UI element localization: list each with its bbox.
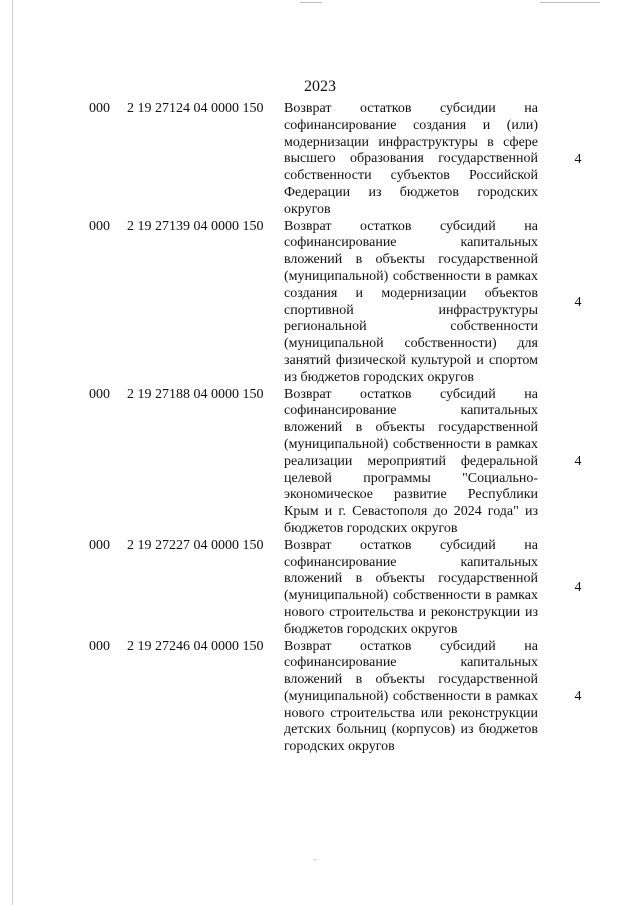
amount-value: 4 xyxy=(574,580,582,596)
budget-classification-code: 2 19 27227 04 0000 150 xyxy=(127,537,264,553)
table-row xyxy=(0,639,640,757)
admin-code: 000 xyxy=(89,537,110,553)
budget-classification-code: 2 19 27124 04 0000 150 xyxy=(127,101,264,116)
amount-value: 4 xyxy=(574,689,582,705)
admin-code: 000 xyxy=(89,218,110,234)
admin-code: 000 xyxy=(89,101,110,116)
table-row xyxy=(0,101,640,219)
budget-classification-code: 2 19 27139 04 0000 150 xyxy=(127,218,264,234)
amount-value: 4 xyxy=(574,151,582,167)
budget-codes-table xyxy=(0,101,640,756)
income-name: Возврат остатков субсидии на софинансирование создания и (или) модернизации инфраструктуры в сфере высшего образования государственной собственности субъектов Российской Федерации из бюджетов городских округов xyxy=(284,101,538,217)
scan-top-mark xyxy=(300,2,322,3)
income-name: Возврат остатков субсидий на софинансирование капитальных вложений в объекты государственной (муниципальной) собственности в рамках нового строительства и реконструкции из бюджетов городских округов xyxy=(284,537,538,637)
amount-value: 4 xyxy=(574,454,582,470)
budget-classification-code: 2 19 27246 04 0000 150 xyxy=(127,638,264,654)
table-row xyxy=(0,219,640,387)
budget-classification-code: 2 19 27188 04 0000 150 xyxy=(127,386,264,402)
admin-code: 000 xyxy=(89,386,110,402)
income-name: Возврат остатков субсидий на софинансирование капитальных вложений в объекты государственной (муниципальной) собственности в рамках создания и модернизации объектов спортивной инфраструктуры региональной собственности (муниципальной собственности) для занятий физической культурой и спортом из бюджетов городских округов xyxy=(284,218,538,385)
page-number: 2023 xyxy=(304,78,336,95)
admin-code: 000 xyxy=(89,638,110,654)
scan-top-mark xyxy=(540,2,600,3)
income-name: Возврат остатков субсидий на софинансирование капитальных вложений в объекты государственной (муниципальной) собственности в рамках нового строительства или реконструкции детских больниц (корпусов) из бюджетов городских округов xyxy=(284,638,538,755)
table-row xyxy=(0,387,640,538)
table-row xyxy=(0,538,640,639)
income-name: Возврат остатков субсидий на софинансирование капитальных вложений в объекты государственной (муниципальной) собственности в рамках реализации мероприятий федеральной целевой программы "Социально-экономическое развитие Республики Крым и г. Севастополя до 2024 года" из бюджетов городских округов xyxy=(284,386,538,536)
amount-value: 4 xyxy=(574,294,582,310)
scan-speck xyxy=(314,859,316,860)
